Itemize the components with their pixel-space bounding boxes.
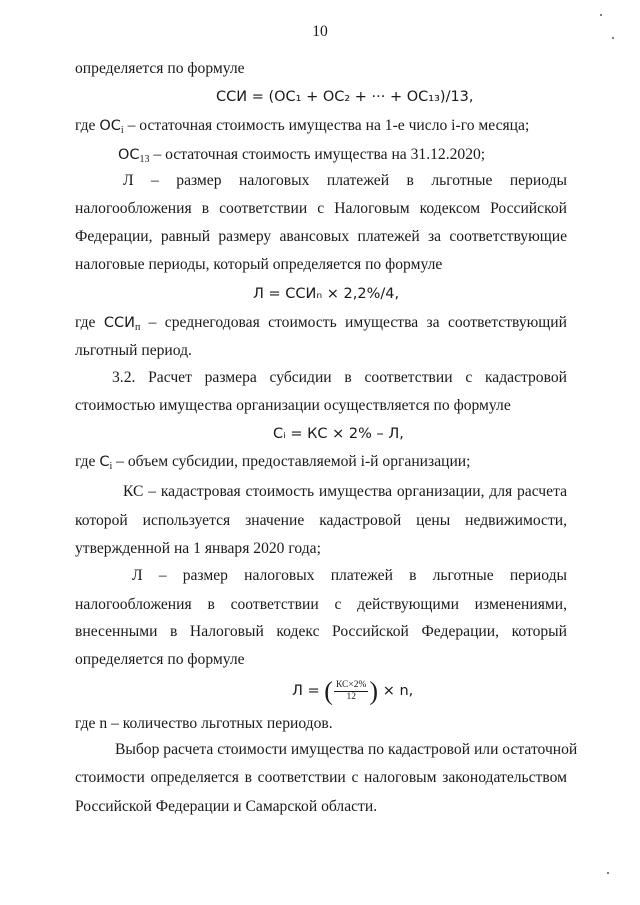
- text-line: налоговые периоды, который определяется по формуле: [75, 256, 443, 273]
- formula-fraction: Л = ( $\frac{КС\times 2\%}{12}$ ) × n,: [292, 676, 414, 706]
- formula-ssi: ССИ = (ОС₁ + ОС₂ + ··· + ОС₁₃)/13,: [216, 89, 474, 105]
- text-line: которой используется значение кадастровой цены недвижимости,: [75, 512, 567, 529]
- text-line: Федерации, равный размеру авансовых платежей за соответствующие: [75, 228, 567, 245]
- text-line: Л – размер налоговых платежей в льготные периоды: [132, 567, 567, 584]
- text-line: где $С_i$ – объем субсидии, предоставляемой i-й организации;: [75, 453, 471, 472]
- text-line: внесенными в Налоговый кодекс Российской Федерации, который: [75, 623, 567, 640]
- text-line: Российской Федерации и Самарской области.: [75, 798, 378, 815]
- text-line: льготный период.: [75, 342, 192, 359]
- text-line: налогообложения в соответствии с Налоговым кодексом Российской: [75, 200, 567, 217]
- text-line: Л – размер налоговых платежей в льготные периоды: [123, 172, 567, 189]
- text-line: стоимости определяется в соответствии с налоговым законодательством: [75, 769, 567, 786]
- formula-l: Л = ССИₙ × 2,2%/4,: [253, 286, 400, 302]
- text-line: стоимостью имущества организации осуществляется по формуле: [75, 397, 511, 414]
- scan-speck: [607, 872, 609, 874]
- scan-speck: [600, 14, 602, 16]
- text-line: $ОС_{13}$ – остаточная стоимость имущества на 31.12.2020;: [118, 146, 486, 165]
- text-line: где $ССИ_п$ – среднегодовая стоимость имущества за соответствующий: [75, 314, 567, 333]
- fraction: $\frac{КС\times 2\%}{12}$: [335, 680, 367, 702]
- text-line: 3.2. Расчет размера субсидии в соответствии с кадастровой: [112, 369, 567, 386]
- text-line: утвержденной на 1 января 2020 года;: [75, 540, 321, 557]
- formula-subsidy: Сᵢ = КС × 2% – Л,: [273, 426, 404, 442]
- page-number: 10: [312, 23, 328, 40]
- text-line: Выбор расчета стоимости имущества по кадастровой или остаточной: [115, 741, 578, 758]
- text-line: КС – кадастровая стоимость имущества организации, для расчета: [123, 483, 567, 500]
- text-line: определяется по формуле: [75, 60, 245, 77]
- text-line: где n – количество льготных периодов.: [75, 715, 333, 732]
- text-line: определяется по формуле: [75, 651, 245, 668]
- scan-speck: [612, 37, 614, 39]
- text-line: налогообложения в соответствии с действующими изменениями,: [75, 596, 567, 613]
- text-line: где $ОС_i$ – остаточная стоимость имущества на 1-е число i-го месяца;: [75, 117, 530, 136]
